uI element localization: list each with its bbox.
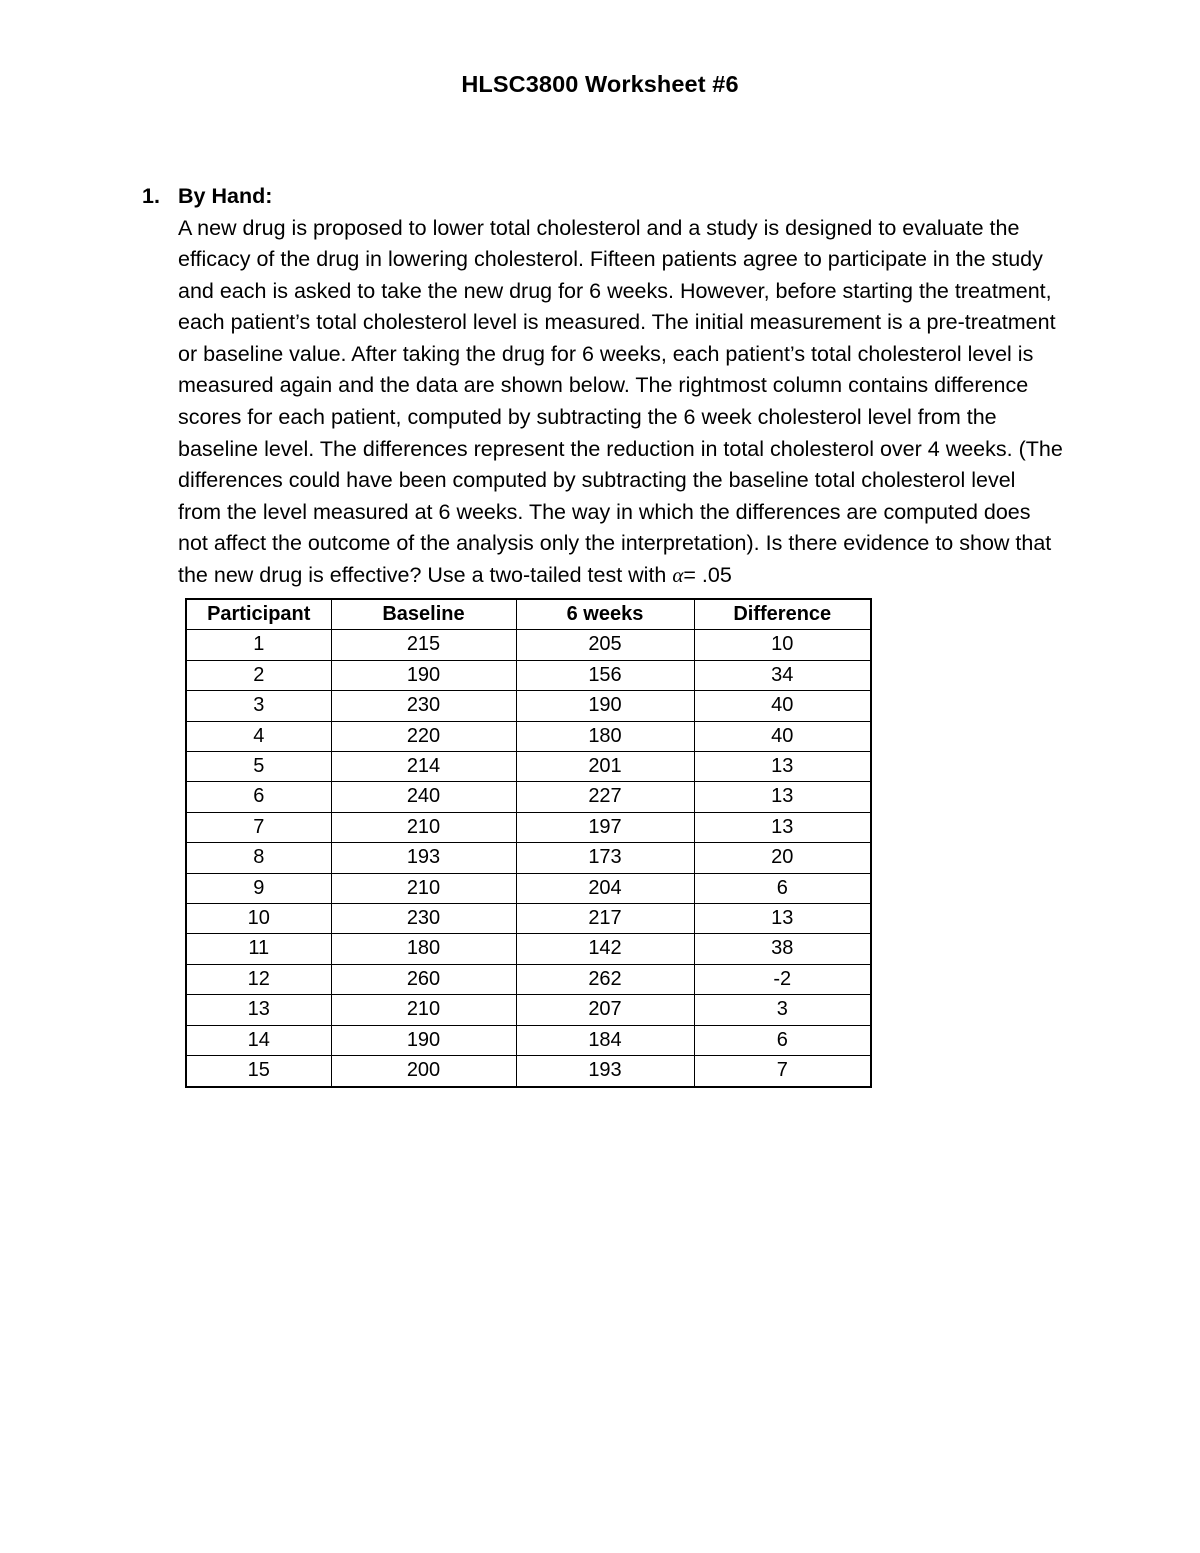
question-heading: By Hand: <box>178 184 273 208</box>
cell-six-weeks: 173 <box>516 843 694 873</box>
cell-difference: 7 <box>694 1056 871 1087</box>
alpha-symbol: α <box>672 563 684 588</box>
table-row <box>186 995 871 1025</box>
cell-difference: 13 <box>694 812 871 842</box>
table-row <box>186 812 871 842</box>
cell-difference: 6 <box>694 873 871 903</box>
cell-six-weeks: 190 <box>516 691 694 721</box>
cell-baseline: 230 <box>331 691 516 721</box>
cell-baseline: 214 <box>331 752 516 782</box>
cell-participant: 1 <box>186 630 331 660</box>
cell-difference: 34 <box>694 660 871 690</box>
cell-difference: 3 <box>694 995 871 1025</box>
cell-participant: 14 <box>186 1025 331 1055</box>
cell-participant: 11 <box>186 934 331 964</box>
cell-difference: 38 <box>694 934 871 964</box>
page-title: HLSC3800 Worksheet #6 <box>461 71 739 97</box>
question-paragraph-text: A new drug is proposed to lower total cholesterol and a study is designed to evaluate the efficacy of the drug in lowering cholesterol. Fifteen patients agree to participate in the study and each is asked to take the new drug for 6 weeks. However, before starting the treatment, each patient’s total cholesterol level is measured. The initial measurement is a pre-treatment or baseline value. After taking the drug for 6 weeks, each patient’s total cholesterol level is measured again and the data are shown below. The rightmost column contains difference scores for each patient, computed by subtracting the 6 week cholesterol level from the baseline level. The differences represent the reduction in total cholesterol over 4 weeks. (The differences could have been computed by subtracting the baseline total cholesterol level from the level measured at 6 weeks. The way in which the differences are computed does not affect the outcome of the analysis only the interpretation). Is there evidence to show that the new drug is effective? Use a two-tailed test with <box>178 215 1069 588</box>
cell-baseline: 180 <box>331 934 516 964</box>
cell-baseline: 240 <box>331 782 516 812</box>
cell-baseline: 220 <box>331 721 516 751</box>
table-row <box>186 873 871 903</box>
cell-six-weeks: 142 <box>516 934 694 964</box>
cell-baseline: 210 <box>331 873 516 903</box>
cell-six-weeks: 193 <box>516 1056 694 1087</box>
cell-baseline: 190 <box>331 1025 516 1055</box>
cell-participant: 13 <box>186 995 331 1025</box>
cell-difference: 10 <box>694 630 871 660</box>
cell-participant: 4 <box>186 721 331 751</box>
cell-difference: 20 <box>694 843 871 873</box>
table-body <box>186 630 871 1087</box>
table-row <box>186 660 871 690</box>
column-header-participant: Participant <box>186 599 331 630</box>
cell-participant: 10 <box>186 904 331 934</box>
table-row <box>186 721 871 751</box>
cell-six-weeks: 180 <box>516 721 694 751</box>
cell-participant: 7 <box>186 812 331 842</box>
cell-six-weeks: 262 <box>516 964 694 994</box>
cell-baseline: 193 <box>331 843 516 873</box>
cell-baseline: 230 <box>331 904 516 934</box>
cell-six-weeks: 217 <box>516 904 694 934</box>
cell-six-weeks: 207 <box>516 995 694 1025</box>
cholesterol-data-table <box>185 598 872 1088</box>
table-row <box>186 1025 871 1055</box>
cholesterol-data-table-container <box>185 598 870 1088</box>
cell-difference: 40 <box>694 691 871 721</box>
question-body <box>178 181 1072 592</box>
cell-participant: 12 <box>186 964 331 994</box>
table-row <box>186 691 871 721</box>
cell-participant: 5 <box>186 752 331 782</box>
cell-baseline: 210 <box>331 995 516 1025</box>
cell-six-weeks: 201 <box>516 752 694 782</box>
cell-baseline: 260 <box>331 964 516 994</box>
cell-baseline: 200 <box>331 1056 516 1087</box>
cell-six-weeks: 184 <box>516 1025 694 1055</box>
column-header-difference: Difference <box>694 599 871 630</box>
cell-participant: 3 <box>186 691 331 721</box>
table-row <box>186 934 871 964</box>
cell-difference: 40 <box>694 721 871 751</box>
table-row <box>186 964 871 994</box>
cell-participant: 9 <box>186 873 331 903</box>
table-row <box>186 630 871 660</box>
cell-participant: 15 <box>186 1056 331 1087</box>
cell-six-weeks: 197 <box>516 812 694 842</box>
cell-baseline: 215 <box>331 630 516 660</box>
cell-difference: -2 <box>694 964 871 994</box>
cell-baseline: 210 <box>331 812 516 842</box>
column-header-six-weeks: 6 weeks <box>516 599 694 630</box>
question-item-1 <box>142 181 1072 592</box>
cell-difference: 13 <box>694 782 871 812</box>
table-row <box>186 1056 871 1087</box>
table-row <box>186 752 871 782</box>
cell-participant: 8 <box>186 843 331 873</box>
cell-difference: 13 <box>694 904 871 934</box>
table-row <box>186 843 871 873</box>
column-header-baseline: Baseline <box>331 599 516 630</box>
cell-six-weeks: 227 <box>516 782 694 812</box>
cell-six-weeks: 156 <box>516 660 694 690</box>
cell-difference: 6 <box>694 1025 871 1055</box>
cell-participant: 2 <box>186 660 331 690</box>
table-row <box>186 782 871 812</box>
cell-six-weeks: 205 <box>516 630 694 660</box>
cell-six-weeks: 204 <box>516 873 694 903</box>
table-row <box>186 904 871 934</box>
list-item-number: 1. <box>142 184 160 208</box>
cell-difference: 13 <box>694 752 871 782</box>
cell-baseline: 190 <box>331 660 516 690</box>
alpha-value: = .05 <box>683 563 732 588</box>
table-header-row <box>186 599 871 630</box>
question-paragraph <box>178 213 1069 592</box>
cell-participant: 6 <box>186 782 331 812</box>
